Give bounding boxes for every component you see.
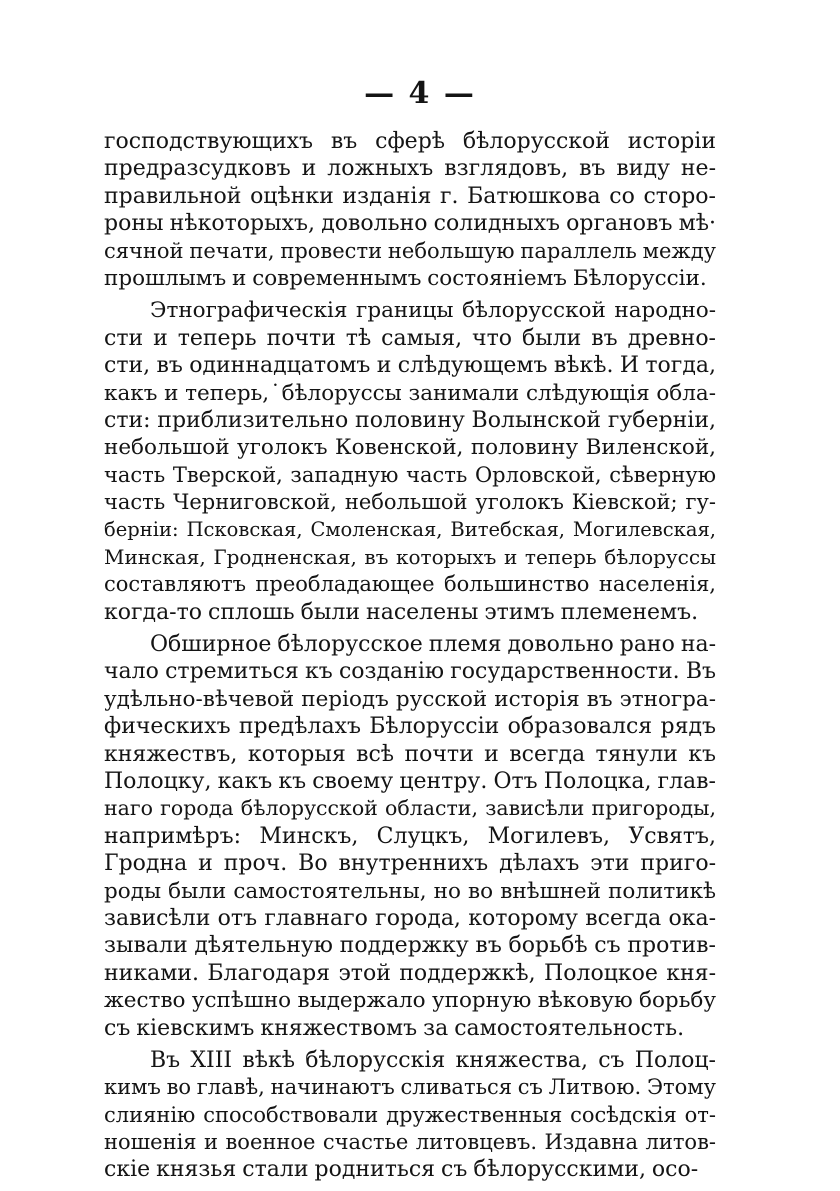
text-line: зависѣли отъ главнаго города, которому всегда ока- <box>104 905 716 931</box>
text-line: правильной оцѣнки изданія г. Батюшкова со сторо- <box>104 183 716 209</box>
text-line: какъ и теперь,˙бѣлоруссы занимали слѣдующія обла- <box>104 380 716 406</box>
text-line: часть Тверской, западную часть Орловской, сѣверную <box>104 462 716 487</box>
text-line: предразсудковъ и ложныхъ взглядовъ, въ виду не- <box>104 156 716 182</box>
text-line: Полоцку, какъ къ своему центру. Отъ Полоцка, глав- <box>104 768 716 794</box>
text-line: зывали дѣятельную поддержку въ борьбѣ съ против- <box>104 933 716 959</box>
text-line: составляютъ преобладающее большинство населенія, <box>104 572 716 597</box>
text-line: когда-то сплошь были населены этимъ племенемъ. <box>104 599 699 625</box>
text-line: кимъ во главѣ, начинаютъ сливаться съ Литвою. Этому <box>104 1075 716 1100</box>
text-line: напримѣръ: Минскъ, Слуцкъ, Могилевъ, Усвятъ, <box>104 823 716 849</box>
text-line: прошлымъ и современнымъ состояніемъ Бѣлоруссіи. <box>104 265 707 291</box>
text-line: ношенія и военное счастье литовцевъ. Издавна литов- <box>104 1130 716 1155</box>
text-line: Гродна и проч. Во внутреннихъ дѣлахъ эти приго- <box>104 851 716 877</box>
text-line: Минская, Гродненская, въ которыхъ и теперь бѣлоруссы <box>104 544 716 569</box>
text-line: роды были самостоятельны, но во внѣшней политикѣ <box>104 878 716 904</box>
paragraph <box>104 128 716 292</box>
text-line: никами. Благодаря этой поддержкѣ, Полоцкое кня- <box>104 960 716 986</box>
paragraph <box>104 631 716 1042</box>
text-line: часть Черниговской, небольшой уголокъ Кіевской; гу- <box>104 490 716 515</box>
text-line: съ кіевскимъ княжествомъ за самостоятельность. <box>104 1015 685 1041</box>
text-line: удѣльно-вѣчевой періодъ русской исторія въ этногра- <box>104 686 716 712</box>
text-line: сти и теперь почти тѣ самыя, что были въ древно- <box>104 325 716 351</box>
body-text <box>104 128 716 1189</box>
text-line: роны нѣкоторыхъ, довольно солидныхъ органовъ мѣ· <box>104 211 716 237</box>
text-line: фическихъ предѣлахъ Бѣлоруссіи образовался рядъ <box>104 714 716 740</box>
text-line: слиянію способствовали дружественныя сосѣдскія от- <box>104 1102 716 1127</box>
text-line: Въ XIII вѣкѣ бѣлорусскія княжества, съ Полоц- <box>150 1047 716 1073</box>
text-line: княжествъ, которыя всѣ почти и всегда тянули къ <box>104 741 716 767</box>
page-number: — 4 — <box>364 76 476 111</box>
text-line: небольшой уголокъ Ковенской, половину Виленской, <box>104 435 716 461</box>
text-line: скіе князья стали родниться съ бѣлорусскими, осо- <box>104 1157 699 1183</box>
text-line: господствующихъ въ сферѣ бѣлорусской исторіи <box>104 129 716 154</box>
text-line: сти: приблизительно половину Волынской губерніи, <box>104 407 716 433</box>
text-line: сти, въ одиннадцатомъ и слѣдующемъ вѣкѣ. И тогда, <box>104 353 716 379</box>
paragraph <box>104 297 716 626</box>
text-line: наго города бѣлорусской области, зависѣли пригороды, <box>104 796 716 821</box>
text-line: сячной печати, провести небольшую параллель между <box>104 238 716 263</box>
text-line: Этнографическія границы бѣлорусской народно- <box>150 298 716 324</box>
text-line: Обширное бѣлорусское племя довольно рано на- <box>150 632 716 658</box>
paragraph <box>104 1047 716 1184</box>
text-line: жество успѣшно выдержало упорную вѣковую борьбу <box>104 988 716 1014</box>
text-line: берніи: Псковская, Смоленская, Витебская, Могилевская, <box>104 518 716 542</box>
text-line: чало стремиться къ созданію государственности. Въ <box>104 659 716 685</box>
